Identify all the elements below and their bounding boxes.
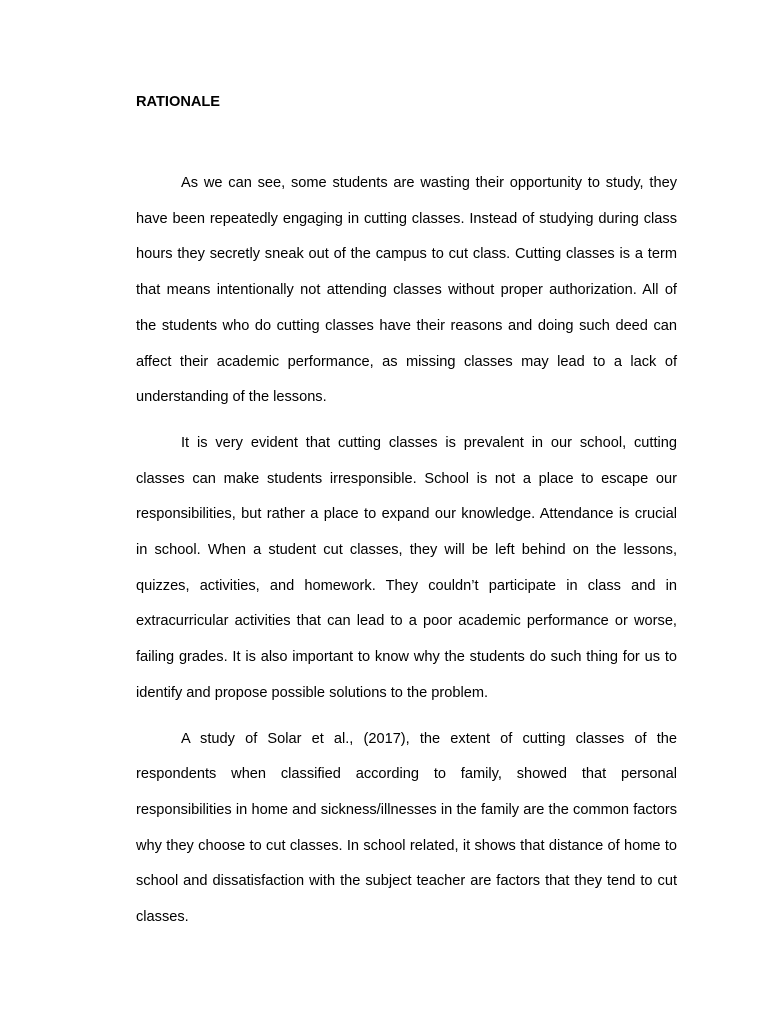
paragraph-3: A study of Solar et al., (2017), the extent of cutting classes of the respondents when classified according to family, showed that personal responsibilities in home and sickness/illnesses in the family are the common factors why they choose to cut classes. In school related, it shows that distance of home to school and dissatisfaction with the subject teacher are factors that they tend to cut classes. — [136, 730, 677, 926]
paragraph-2: It is very evident that cutting classes is prevalent in our school, cutting classes can make students irresponsible. School is not a place to escape our responsibilities, but rather a place to expand our knowledge. Attendance is crucial in school. When a student cut classes, they will be left behind on the lessons, quizzes, activities, and homework. They couldn’t participate in class and in extracurricular activities that can lead to a poor academic performance or worse, failing grades. It is also important to know why the students do such thing for us to identify and propose possible solutions to the problem. — [136, 434, 677, 701]
paragraph-1: As we can see, some students are wasting their opportunity to study, they have been repeatedly engaging in cutting classes. Instead of studying during class hours they secretly sneak out of the campus to cut class. Cutting classes is a term that means intentionally not attending classes without proper authorization. All of the students who do cutting classes have their reasons and doing such deed can affect their academic performance, as missing classes may lead to a lack of understanding of the lessons. — [136, 175, 677, 406]
section-heading: RATIONALE — [136, 94, 221, 110]
document-body — [136, 90, 677, 936]
